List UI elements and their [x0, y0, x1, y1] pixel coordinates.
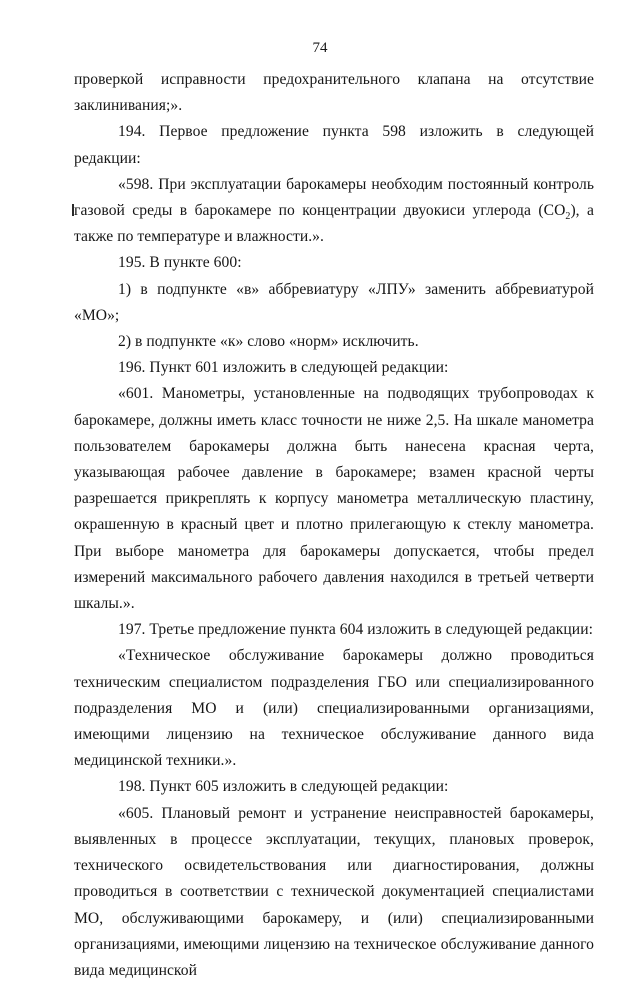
paragraph-item-197: [74, 617, 594, 643]
subscript-2: 2: [565, 211, 571, 223]
paragraph-item-194: [74, 119, 594, 171]
paragraph-item-198: [74, 774, 594, 800]
paragraph-text-tail: ), а также по температуре и влажности.».: [74, 202, 594, 246]
paragraph-subitem-2: [74, 329, 594, 355]
paragraph-text: 197. Третье предложение пункта 604 изложить в следующей редакции:: [118, 621, 593, 639]
paragraph-subitem-1: [74, 277, 594, 329]
paragraph-text: «605. Плановый ремонт и устранение неисправностей барокамеры, выявленных в процессе эксплуатации, текущих, плановых проверок, технического освидетельствования или диагностирования, должны проводиться в соответствии с технической документацией специалистами МО, обслуживающими барокамеру, и (или) специализированными организациями, имеющими лицензию на техническое обслуживание данного вида медицинской: [74, 804, 594, 979]
paragraph-quote-605: [74, 801, 594, 984]
paragraph-quote-601: [74, 381, 594, 617]
paragraph-text: 198. Пункт 605 изложить в следующей редакции:: [118, 778, 449, 796]
paragraph-text: проверкой исправности предохранительного клапана на отсутствие заклинивания;».: [74, 71, 594, 115]
paragraph-text: 1) в подпункте «в» аббревиатуру «ЛПУ» заменить аббревиатурой «МО»;: [74, 280, 594, 324]
paragraph-continuation: [74, 67, 594, 119]
paragraph-text: 194. Первое предложение пункта 598 изложить в следующей редакции:: [74, 123, 594, 167]
paragraph-text: «601. Манометры, установленные на подводящих трубопроводах к барокамере, должны иметь класс точности не ниже 2,5. На шкале манометра пользователем барокамеры должна быть нанесена красная черта, указывающая рабочее давление в барокамере; взамен красной черты разрешается прикреплять к корпусу манометра металлическую пластину, окрашенную в красный цвет и плотно прилегающую к стеклу манометра. При выборе манометра для барокамеры допускается, чтобы предел измерений максимального рабочего давления находился в третьей четверти шкалы.».: [74, 385, 594, 613]
paragraph-item-195: [74, 250, 594, 276]
paragraph-quote-598: [74, 172, 594, 251]
document-body: [74, 67, 594, 984]
paragraph-quote-604: [74, 643, 594, 774]
paragraph-text: «598. При эксплуатации барокамеры необходим постоянный контроль газовой среды в барокамере по концентрации двуокиси углерода (CO: [74, 175, 594, 220]
paragraph-text: 2) в подпункте «к» слово «норм» исключить.: [118, 333, 419, 351]
paragraph-item-196: [74, 355, 594, 381]
paragraph-text: «Техническое обслуживание барокамеры должно проводиться техническим специалистом подразделения ГБО или специализированного подразделения МО и (или) специализированными организациями, имеющими лицензию на техническое обслуживание данного вида медицинской техники.».: [74, 647, 594, 770]
paragraph-text: 196. Пункт 601 изложить в следующей редакции:: [118, 359, 449, 377]
paragraph-text: 195. В пункте 600:: [118, 254, 242, 272]
page-number: 74: [312, 40, 328, 56]
